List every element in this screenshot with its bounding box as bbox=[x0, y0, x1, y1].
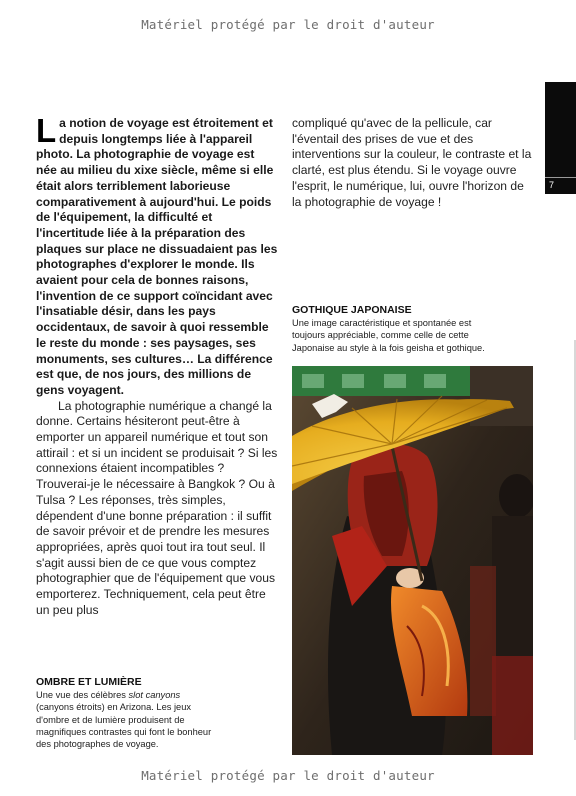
copyright-watermark-bottom: Matériel protégé par le droit d'auteur bbox=[141, 768, 435, 783]
continuation-paragraph: compliqué qu'avec de la pellicule, car l'éventail des prises de vue et des interventions sur la couleur, le contraste et la clarté, est plus étendu. Si le voyage ouvre l'esprit, le numérique, lui, ouvre l'horizon de la photographie de voyage ! bbox=[292, 116, 532, 209]
caption-italic-term: slot canyons bbox=[128, 690, 181, 700]
left-text-column bbox=[36, 112, 278, 619]
page-number: 7 bbox=[545, 177, 576, 190]
photo-caption-geisha bbox=[292, 304, 492, 354]
drop-cap: L bbox=[36, 112, 57, 149]
photo-caption-slot-canyons bbox=[36, 676, 214, 750]
lead-text: a notion de voyage est étroitement et depuis longtemps liée à l'appareil photo. La photographie de voyage est née au milieu du xixe siècle, même si elle était alors terriblement laborieuse comparativement à aujourd'hui. Le poids de l'équipement, la difficulté et l'incertitude liée à la préparation des plaques sur place ne dissuadaient pas les photographes d'explorer le monde. Ils avaient pour cela de bonnes raisons, l'invention de ce support coïncidant avec l'insatiable désir, dans les pays occidentaux, de savoir à quoi ressemble le reste du monde : ses paysages, ses monuments, ses cultures… La différence est que, de nos jours, des millions de gens voyagent. bbox=[36, 116, 278, 397]
caption-text bbox=[36, 689, 214, 750]
photo-illustration bbox=[292, 366, 533, 755]
caption-text-start: Une vue des célèbres bbox=[36, 690, 129, 700]
caption-title: OMBRE ET LUMIÈRE bbox=[36, 676, 142, 688]
lead-paragraph bbox=[36, 112, 278, 399]
body-paragraph: La photographie numérique a changé la donne. Certains hésiteront peut-être à emporter un appareil numérique et tout son attirail : et si un incident se produisait ? Si les connexions étaient incompatibles ? Trouverai-je le nécessaire à Bangkok ? Ou à Tulsa ? Les réponses, très simples, dépendent d'une bonne préparation : il suffit de savoir prévoir et de prendre les mesures appropriées, après quoi tout ira tout seul. Il s'agit aussi bien de ce que vous comptez photographier que de l'équipement que vous emporterez. Techniquement, cela peut être un peu plus bbox=[36, 398, 278, 617]
geisha-parasol-photo bbox=[292, 366, 533, 755]
chapter-thumb-tab bbox=[545, 82, 576, 194]
caption-text: Une image caractéristique et spontanée est toujours appréciable, comme celle de cette Japonaise au style à la fois geisha et gothique. bbox=[292, 318, 485, 353]
copyright-watermark-top: Matériel protégé par le droit d'auteur bbox=[141, 17, 435, 32]
caption-text-end: (canyons étroits) en Arizona. Les jeux d'ombre et de lumière produisent de magnifiques contrastes qui font le bonheur des photographes de voyage. bbox=[36, 702, 212, 750]
right-text-column bbox=[292, 116, 534, 210]
caption-title: GOTHIQUE JAPONAISE bbox=[292, 304, 412, 316]
